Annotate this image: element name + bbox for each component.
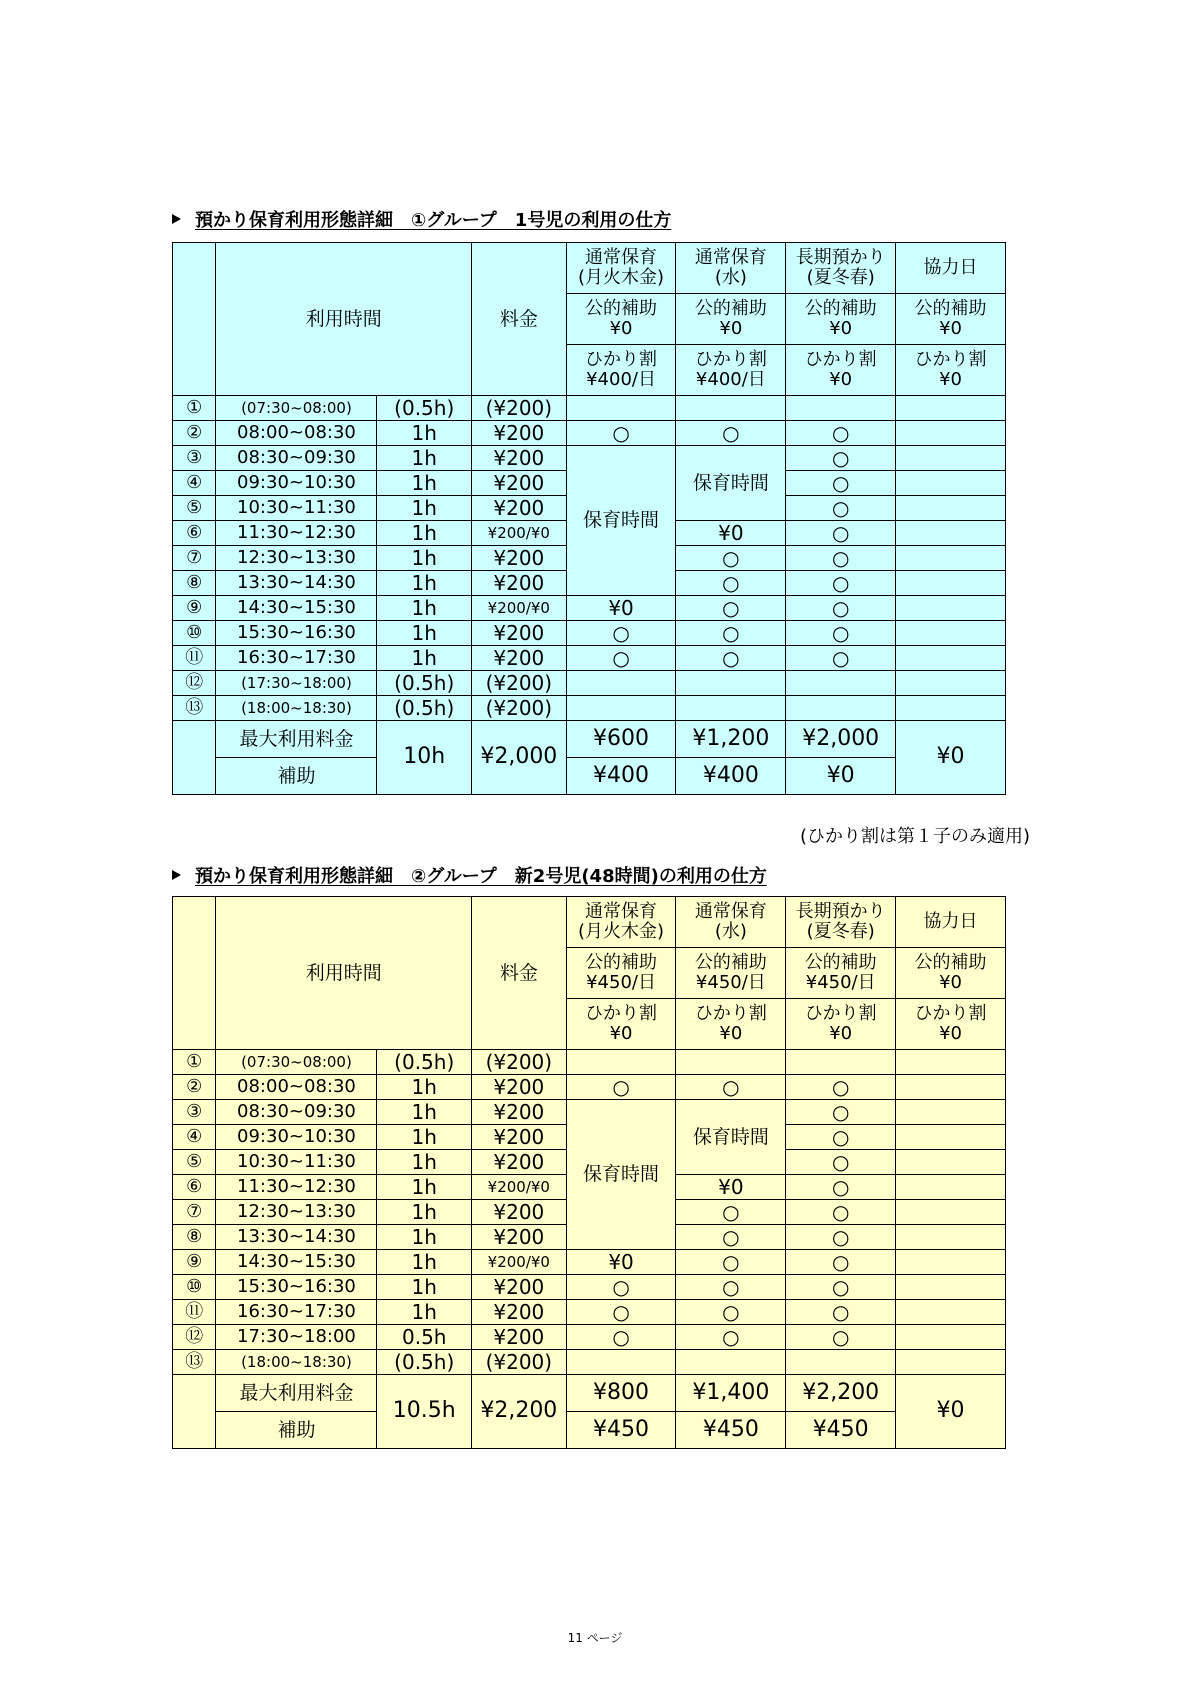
fee: (¥200) bbox=[472, 396, 567, 421]
not-available-cell bbox=[896, 671, 1006, 696]
public-subsidy-cell: 公的補助 ¥450/日 bbox=[676, 948, 786, 999]
fee: (¥200) bbox=[472, 696, 567, 721]
time-range: 13:30~14:30 bbox=[216, 571, 377, 596]
time-range: 12:30~13:30 bbox=[216, 1200, 377, 1225]
available-circle: ○ bbox=[676, 1225, 786, 1250]
time-slot-row bbox=[173, 396, 1006, 421]
not-available-cell bbox=[896, 1225, 1006, 1250]
not-available-cell bbox=[676, 396, 786, 421]
not-available-cell bbox=[896, 1175, 1006, 1200]
fee: ¥200 bbox=[472, 1100, 567, 1125]
time-range: 15:30~16:30 bbox=[216, 1275, 377, 1300]
available-circle: ○ bbox=[786, 1225, 896, 1250]
row-number: ⑤ bbox=[173, 1150, 216, 1175]
fee: ¥200 bbox=[472, 1125, 567, 1150]
row-number: ⑧ bbox=[173, 571, 216, 596]
fee-table-group1 bbox=[172, 242, 1006, 795]
row-number: ① bbox=[173, 396, 216, 421]
duration: 1h bbox=[377, 1175, 472, 1200]
available-circle: ○ bbox=[786, 1275, 896, 1300]
duration: (0.5h) bbox=[377, 671, 472, 696]
not-available-cell bbox=[896, 546, 1006, 571]
available-circle: ○ bbox=[786, 646, 896, 671]
column-title: 長期預かり (夏冬春) bbox=[786, 243, 896, 294]
available-circle: ○ bbox=[786, 471, 896, 496]
total-duration: 10.5h bbox=[377, 1375, 472, 1449]
fee: ¥200/¥0 bbox=[472, 1175, 567, 1200]
time-range: 08:00~08:30 bbox=[216, 421, 377, 446]
duration: 1h bbox=[377, 1150, 472, 1175]
time-range: (17:30~18:00) bbox=[216, 671, 377, 696]
available-circle: ○ bbox=[676, 596, 786, 621]
time-range: (18:00~18:30) bbox=[216, 696, 377, 721]
subsidy-value: ¥450 bbox=[786, 1412, 896, 1449]
time-slot-row bbox=[173, 1325, 1006, 1350]
max-fee-value: ¥1,400 bbox=[676, 1375, 786, 1412]
not-available-cell bbox=[896, 396, 1006, 421]
available-circle: ○ bbox=[566, 646, 676, 671]
public-subsidy-cell: 公的補助 ¥0 bbox=[676, 294, 786, 345]
triangle-bullet-icon bbox=[172, 214, 181, 224]
public-subsidy-cell: 公的補助 ¥0 bbox=[786, 294, 896, 345]
care-hours-cell: 保育時間 bbox=[676, 446, 786, 521]
blank-total-cell bbox=[173, 721, 216, 795]
section-heading-group2: 預かり保育利用形態詳細 ②グループ 新2号児(48時間)の利用の仕方 bbox=[172, 862, 767, 888]
available-circle: ○ bbox=[786, 621, 896, 646]
duration: 0.5h bbox=[377, 1325, 472, 1350]
duration: 1h bbox=[377, 1100, 472, 1125]
row-number: ⑩ bbox=[173, 621, 216, 646]
not-available-cell bbox=[896, 446, 1006, 471]
row-number: ⑬ bbox=[173, 1350, 216, 1375]
hikari-discount-cell: ひかり割 ¥0 bbox=[786, 345, 896, 396]
fee: (¥200) bbox=[472, 671, 567, 696]
not-available-cell bbox=[786, 1350, 896, 1375]
hikari-discount-cell: ひかり割 ¥400/日 bbox=[676, 345, 786, 396]
column-title: 協力日 bbox=[896, 243, 1006, 294]
public-subsidy-cell: 公的補助 ¥0 bbox=[896, 294, 1006, 345]
kyoryoku-total: ¥0 bbox=[896, 721, 1006, 795]
row-number: ⑪ bbox=[173, 1300, 216, 1325]
fee: ¥200 bbox=[472, 496, 567, 521]
fee: ¥200 bbox=[472, 1275, 567, 1300]
available-circle: ○ bbox=[786, 1150, 896, 1175]
not-available-cell bbox=[896, 1100, 1006, 1125]
not-available-cell bbox=[676, 1050, 786, 1075]
free-cell: ¥0 bbox=[676, 521, 786, 546]
public-subsidy-cell: 公的補助 ¥0 bbox=[896, 948, 1006, 999]
time-slot-row bbox=[173, 621, 1006, 646]
subsidy-value: ¥0 bbox=[786, 758, 896, 795]
care-hours-cell: 保育時間 bbox=[566, 446, 676, 596]
time-range: 13:30~14:30 bbox=[216, 1225, 377, 1250]
fee: ¥200 bbox=[472, 446, 567, 471]
available-circle: ○ bbox=[676, 1300, 786, 1325]
public-subsidy-cell: 公的補助 ¥450/日 bbox=[566, 948, 676, 999]
duration: 1h bbox=[377, 1300, 472, 1325]
available-circle: ○ bbox=[676, 546, 786, 571]
hikari-discount-cell: ひかり割 ¥0 bbox=[786, 999, 896, 1050]
time-range: 08:00~08:30 bbox=[216, 1075, 377, 1100]
time-range: 15:30~16:30 bbox=[216, 621, 377, 646]
duration: 1h bbox=[377, 1275, 472, 1300]
time-range: 08:30~09:30 bbox=[216, 446, 377, 471]
available-circle: ○ bbox=[786, 1125, 896, 1150]
time-slot-row bbox=[173, 1075, 1006, 1100]
fee-table-group2 bbox=[172, 896, 1006, 1449]
duration: 1h bbox=[377, 446, 472, 471]
not-available-cell bbox=[786, 1050, 896, 1075]
duration: (0.5h) bbox=[377, 396, 472, 421]
total-duration: 10h bbox=[377, 721, 472, 795]
time-range: 09:30~10:30 bbox=[216, 471, 377, 496]
row-number: ⑫ bbox=[173, 671, 216, 696]
not-available-cell bbox=[896, 1350, 1006, 1375]
fee: ¥200 bbox=[472, 1075, 567, 1100]
not-available-cell bbox=[786, 696, 896, 721]
available-circle: ○ bbox=[786, 1200, 896, 1225]
public-subsidy-cell: 公的補助 ¥0 bbox=[566, 294, 676, 345]
not-available-cell bbox=[786, 396, 896, 421]
column-title: 通常保育 (月火木金) bbox=[566, 897, 676, 948]
row-number: ② bbox=[173, 1075, 216, 1100]
max-fee-value: ¥2,200 bbox=[786, 1375, 896, 1412]
not-available-cell bbox=[786, 671, 896, 696]
not-available-cell bbox=[676, 1350, 786, 1375]
available-circle: ○ bbox=[676, 1200, 786, 1225]
total-fee: ¥2,200 bbox=[472, 1375, 567, 1449]
duration: 1h bbox=[377, 621, 472, 646]
available-circle: ○ bbox=[566, 1325, 676, 1350]
blank-header-cell bbox=[173, 243, 216, 396]
discount-note: (ひかり割は第１子のみ適用) bbox=[799, 826, 1030, 847]
max-fee-label: 最大利用料金 bbox=[216, 721, 377, 758]
duration: 1h bbox=[377, 1250, 472, 1275]
time-slot-row bbox=[173, 1050, 1006, 1075]
time-range: 09:30~10:30 bbox=[216, 1125, 377, 1150]
subsidy-label: 補助 bbox=[216, 1412, 377, 1449]
fee: ¥200 bbox=[472, 646, 567, 671]
available-circle: ○ bbox=[786, 521, 896, 546]
available-circle: ○ bbox=[566, 1275, 676, 1300]
free-cell: ¥0 bbox=[566, 596, 676, 621]
max-fee-value: ¥2,000 bbox=[786, 721, 896, 758]
fee: ¥200 bbox=[472, 1325, 567, 1350]
time-slot-row bbox=[173, 671, 1006, 696]
fee: ¥200 bbox=[472, 421, 567, 446]
time-slot-row bbox=[173, 446, 1006, 471]
available-circle: ○ bbox=[676, 1275, 786, 1300]
row-number: ④ bbox=[173, 1125, 216, 1150]
fee: ¥200 bbox=[472, 1150, 567, 1175]
time-range: 17:30~18:00 bbox=[216, 1325, 377, 1350]
time-slot-row bbox=[173, 1300, 1006, 1325]
duration: 1h bbox=[377, 1125, 472, 1150]
header-fee: 料金 bbox=[472, 897, 567, 1050]
duration: 1h bbox=[377, 521, 472, 546]
fee: ¥200/¥0 bbox=[472, 521, 567, 546]
not-available-cell bbox=[566, 1050, 676, 1075]
fee: ¥200 bbox=[472, 546, 567, 571]
available-circle: ○ bbox=[786, 546, 896, 571]
fee: ¥200 bbox=[472, 1300, 567, 1325]
section-heading-group1: 預かり保育利用形態詳細 ①グループ 1号児の利用の仕方 bbox=[172, 206, 671, 232]
duration: 1h bbox=[377, 596, 472, 621]
time-range: 16:30~17:30 bbox=[216, 1300, 377, 1325]
available-circle: ○ bbox=[676, 1250, 786, 1275]
row-number: ⑧ bbox=[173, 1225, 216, 1250]
available-circle: ○ bbox=[786, 1300, 896, 1325]
row-number: ⑪ bbox=[173, 646, 216, 671]
duration: 1h bbox=[377, 496, 472, 521]
column-title: 協力日 bbox=[896, 897, 1006, 948]
hikari-discount-cell: ひかり割 ¥0 bbox=[676, 999, 786, 1050]
time-slot-row bbox=[173, 596, 1006, 621]
row-number: ⑥ bbox=[173, 521, 216, 546]
fee: ¥200/¥0 bbox=[472, 1250, 567, 1275]
row-number: ⑦ bbox=[173, 546, 216, 571]
duration: 1h bbox=[377, 471, 472, 496]
duration: 1h bbox=[377, 1075, 472, 1100]
not-available-cell bbox=[676, 671, 786, 696]
not-available-cell bbox=[896, 1200, 1006, 1225]
not-available-cell bbox=[896, 1325, 1006, 1350]
row-number: ③ bbox=[173, 446, 216, 471]
row-number: ③ bbox=[173, 1100, 216, 1125]
time-range: (07:30~08:00) bbox=[216, 1050, 377, 1075]
duration: 1h bbox=[377, 1200, 472, 1225]
time-range: 16:30~17:30 bbox=[216, 646, 377, 671]
available-circle: ○ bbox=[676, 571, 786, 596]
not-available-cell bbox=[896, 1300, 1006, 1325]
care-hours-cell: 保育時間 bbox=[676, 1100, 786, 1175]
fee: ¥200 bbox=[472, 571, 567, 596]
not-available-cell bbox=[896, 571, 1006, 596]
header-usage-time: 利用時間 bbox=[216, 243, 472, 396]
not-available-cell bbox=[566, 1350, 676, 1375]
not-available-cell bbox=[896, 421, 1006, 446]
not-available-cell bbox=[896, 1275, 1006, 1300]
fee: ¥200 bbox=[472, 621, 567, 646]
column-title: 通常保育 (月火木金) bbox=[566, 243, 676, 294]
header-usage-time: 利用時間 bbox=[216, 897, 472, 1050]
duration: 1h bbox=[377, 1225, 472, 1250]
time-range: 11:30~12:30 bbox=[216, 521, 377, 546]
duration: 1h bbox=[377, 646, 472, 671]
time-slot-row bbox=[173, 1100, 1006, 1125]
available-circle: ○ bbox=[566, 621, 676, 646]
time-range: 10:30~11:30 bbox=[216, 496, 377, 521]
available-circle: ○ bbox=[786, 421, 896, 446]
available-circle: ○ bbox=[786, 1175, 896, 1200]
duration: (0.5h) bbox=[377, 696, 472, 721]
time-slot-row bbox=[173, 696, 1006, 721]
fee: ¥200 bbox=[472, 1200, 567, 1225]
not-available-cell bbox=[566, 696, 676, 721]
row-number: ⑫ bbox=[173, 1325, 216, 1350]
kyoryoku-total: ¥0 bbox=[896, 1375, 1006, 1449]
available-circle: ○ bbox=[566, 1300, 676, 1325]
not-available-cell bbox=[896, 1150, 1006, 1175]
free-cell: ¥0 bbox=[566, 1250, 676, 1275]
not-available-cell bbox=[896, 521, 1006, 546]
row-number: ⑬ bbox=[173, 696, 216, 721]
available-circle: ○ bbox=[786, 1325, 896, 1350]
row-number: ① bbox=[173, 1050, 216, 1075]
not-available-cell bbox=[896, 471, 1006, 496]
blank-header-cell bbox=[173, 897, 216, 1050]
row-number: ⑨ bbox=[173, 596, 216, 621]
time-slot-row bbox=[173, 1350, 1006, 1375]
column-title: 長期預かり (夏冬春) bbox=[786, 897, 896, 948]
triangle-bullet-icon bbox=[172, 870, 181, 880]
row-number: ⑤ bbox=[173, 496, 216, 521]
time-slot-row bbox=[173, 1275, 1006, 1300]
available-circle: ○ bbox=[786, 446, 896, 471]
available-circle: ○ bbox=[786, 596, 896, 621]
time-range: 12:30~13:30 bbox=[216, 546, 377, 571]
not-available-cell bbox=[896, 1075, 1006, 1100]
available-circle: ○ bbox=[676, 621, 786, 646]
fee: ¥200 bbox=[472, 471, 567, 496]
time-slot-row bbox=[173, 421, 1006, 446]
total-fee: ¥2,000 bbox=[472, 721, 567, 795]
not-available-cell bbox=[896, 596, 1006, 621]
not-available-cell bbox=[896, 496, 1006, 521]
available-circle: ○ bbox=[786, 571, 896, 596]
time-range: 08:30~09:30 bbox=[216, 1100, 377, 1125]
time-range: 11:30~12:30 bbox=[216, 1175, 377, 1200]
not-available-cell bbox=[566, 396, 676, 421]
duration: 1h bbox=[377, 421, 472, 446]
duration: (0.5h) bbox=[377, 1350, 472, 1375]
hikari-discount-cell: ひかり割 ¥400/日 bbox=[566, 345, 676, 396]
duration: 1h bbox=[377, 546, 472, 571]
fee: (¥200) bbox=[472, 1050, 567, 1075]
fee: (¥200) bbox=[472, 1350, 567, 1375]
time-range: 14:30~15:30 bbox=[216, 1250, 377, 1275]
page-number: 11 ページ bbox=[567, 1631, 623, 1645]
hikari-discount-cell: ひかり割 ¥0 bbox=[896, 345, 1006, 396]
duration: 1h bbox=[377, 571, 472, 596]
row-number: ⑩ bbox=[173, 1275, 216, 1300]
row-number: ② bbox=[173, 421, 216, 446]
available-circle: ○ bbox=[786, 1250, 896, 1275]
not-available-cell bbox=[896, 1250, 1006, 1275]
max-fee-label: 最大利用料金 bbox=[216, 1375, 377, 1412]
time-range: 14:30~15:30 bbox=[216, 596, 377, 621]
subsidy-value: ¥400 bbox=[566, 758, 676, 795]
time-range: (07:30~08:00) bbox=[216, 396, 377, 421]
fee: ¥200/¥0 bbox=[472, 596, 567, 621]
column-title: 通常保育 (水) bbox=[676, 243, 786, 294]
available-circle: ○ bbox=[566, 1075, 676, 1100]
row-number: ④ bbox=[173, 471, 216, 496]
max-fee-value: ¥1,200 bbox=[676, 721, 786, 758]
subsidy-value: ¥450 bbox=[676, 1412, 786, 1449]
subsidy-label: 補助 bbox=[216, 758, 377, 795]
not-available-cell bbox=[896, 1125, 1006, 1150]
not-available-cell bbox=[896, 646, 1006, 671]
available-circle: ○ bbox=[676, 1075, 786, 1100]
available-circle: ○ bbox=[566, 421, 676, 446]
hikari-discount-cell: ひかり割 ¥0 bbox=[896, 999, 1006, 1050]
available-circle: ○ bbox=[786, 1100, 896, 1125]
max-fee-value: ¥600 bbox=[566, 721, 676, 758]
available-circle: ○ bbox=[676, 421, 786, 446]
care-hours-cell: 保育時間 bbox=[566, 1100, 676, 1250]
free-cell: ¥0 bbox=[676, 1175, 786, 1200]
subsidy-value: ¥400 bbox=[676, 758, 786, 795]
not-available-cell bbox=[896, 1050, 1006, 1075]
public-subsidy-cell: 公的補助 ¥450/日 bbox=[786, 948, 896, 999]
column-title: 通常保育 (水) bbox=[676, 897, 786, 948]
fee: ¥200 bbox=[472, 1225, 567, 1250]
not-available-cell bbox=[676, 696, 786, 721]
hikari-discount-cell: ひかり割 ¥0 bbox=[566, 999, 676, 1050]
header-fee: 料金 bbox=[472, 243, 567, 396]
row-number: ⑦ bbox=[173, 1200, 216, 1225]
max-fee-value: ¥800 bbox=[566, 1375, 676, 1412]
blank-total-cell bbox=[173, 1375, 216, 1449]
not-available-cell bbox=[896, 621, 1006, 646]
available-circle: ○ bbox=[676, 646, 786, 671]
available-circle: ○ bbox=[786, 1075, 896, 1100]
time-range: (18:00~18:30) bbox=[216, 1350, 377, 1375]
time-range: 10:30~11:30 bbox=[216, 1150, 377, 1175]
row-number: ⑨ bbox=[173, 1250, 216, 1275]
subsidy-value: ¥450 bbox=[566, 1412, 676, 1449]
available-circle: ○ bbox=[676, 1325, 786, 1350]
time-slot-row bbox=[173, 646, 1006, 671]
duration: (0.5h) bbox=[377, 1050, 472, 1075]
not-available-cell bbox=[566, 671, 676, 696]
time-slot-row bbox=[173, 1250, 1006, 1275]
available-circle: ○ bbox=[786, 496, 896, 521]
row-number: ⑥ bbox=[173, 1175, 216, 1200]
not-available-cell bbox=[896, 696, 1006, 721]
